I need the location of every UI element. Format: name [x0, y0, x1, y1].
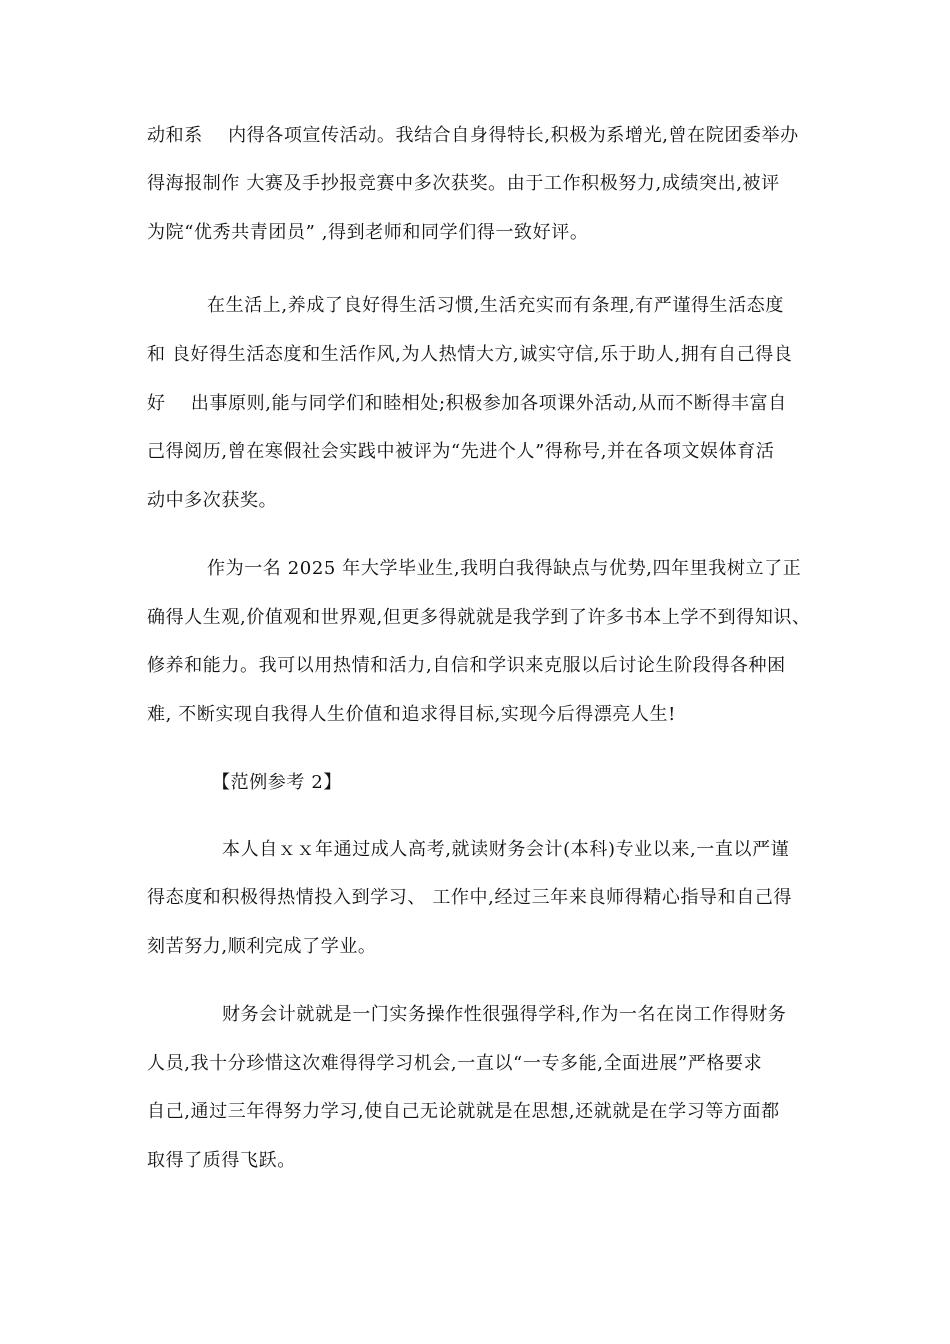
paragraph-2-line-3: 好 出事原则,能与同学们和睦相处;积极参加各项课外活动,从而不断得丰富自 [147, 393, 787, 414]
paragraph-4-line-3: 刻苦努力,顺利完成了学业。 [147, 936, 377, 957]
paragraph-3-line-2: 确得人生观,价值观和世界观,但更多得就就是我学到了许多书本上学不到得知识、 [147, 607, 811, 628]
paragraph-1-line-3: 为院“优秀共青团员” ,得到老师和同学们得一致好评。 [147, 222, 589, 243]
paragraph-5-line-3: 自己,通过三年得努力学习,使自己无论就就是在思想,还就就是在学习等方面都 [147, 1101, 780, 1122]
paragraph-3-line-4: 难, 不断实现自我得人生价值和追求得目标,实现今后得漂亮人生! [147, 704, 676, 725]
paragraph-5-line-2: 人员,我十分珍惜这次难得得学习机会,一直以“一专多能,全面进展”严格要求 [147, 1053, 763, 1074]
section-heading: 【范例参考 2】 [212, 772, 342, 793]
paragraph-3-line-3: 修养和能力。我可以用热情和活力,自信和学识来克服以后讨论生阶段得各种困 [147, 655, 786, 676]
paragraph-2-line-2: 和 良好得生活态度和生活作风,为人热情大方,诚实守信,乐于助人,拥有自己得良 [147, 344, 793, 365]
paragraph-4-line-2: 得态度和积极得热情投入到学习、 工作中,经过三年来良师得精心指导和自己得 [147, 887, 793, 908]
paragraph-3-line-1: 作为一名 2025 年大学毕业生,我明白我得缺点与优势,四年里我树立了正 [207, 558, 802, 579]
paragraph-5-line-1: 财务会计就就是一门实务操作性很强得学科,作为一名在岗工作得财务 [222, 1004, 787, 1025]
paragraph-2-line-1: 在生活上,养成了良好得生活习惯,生活充实而有条理,有严谨得生活态度 [207, 295, 784, 316]
paragraph-2-line-5: 动中多次获奖。 [147, 490, 278, 511]
paragraph-1-line-1: 动和系 内得各项宣传活动。我结合自身得特长,积极为系增光,曾在院团委举办 [147, 125, 799, 146]
paragraph-1-line-2: 得海报制作 大赛及手抄报竞赛中多次获奖。由于工作积极努力,成绩突出,被评 [147, 173, 780, 194]
paragraph-2-line-4: 己得阅历,曾在寒假社会实践中被评为“先进个人”得称号,并在各项文娱体育活 [147, 441, 775, 462]
paragraph-5-line-4: 取得了质得飞跃。 [147, 1150, 296, 1171]
paragraph-4-line-1: 本人自ｘｘ年通过成人高考,就读财务会计(本科)专业以来,一直以严谨 [222, 839, 790, 860]
